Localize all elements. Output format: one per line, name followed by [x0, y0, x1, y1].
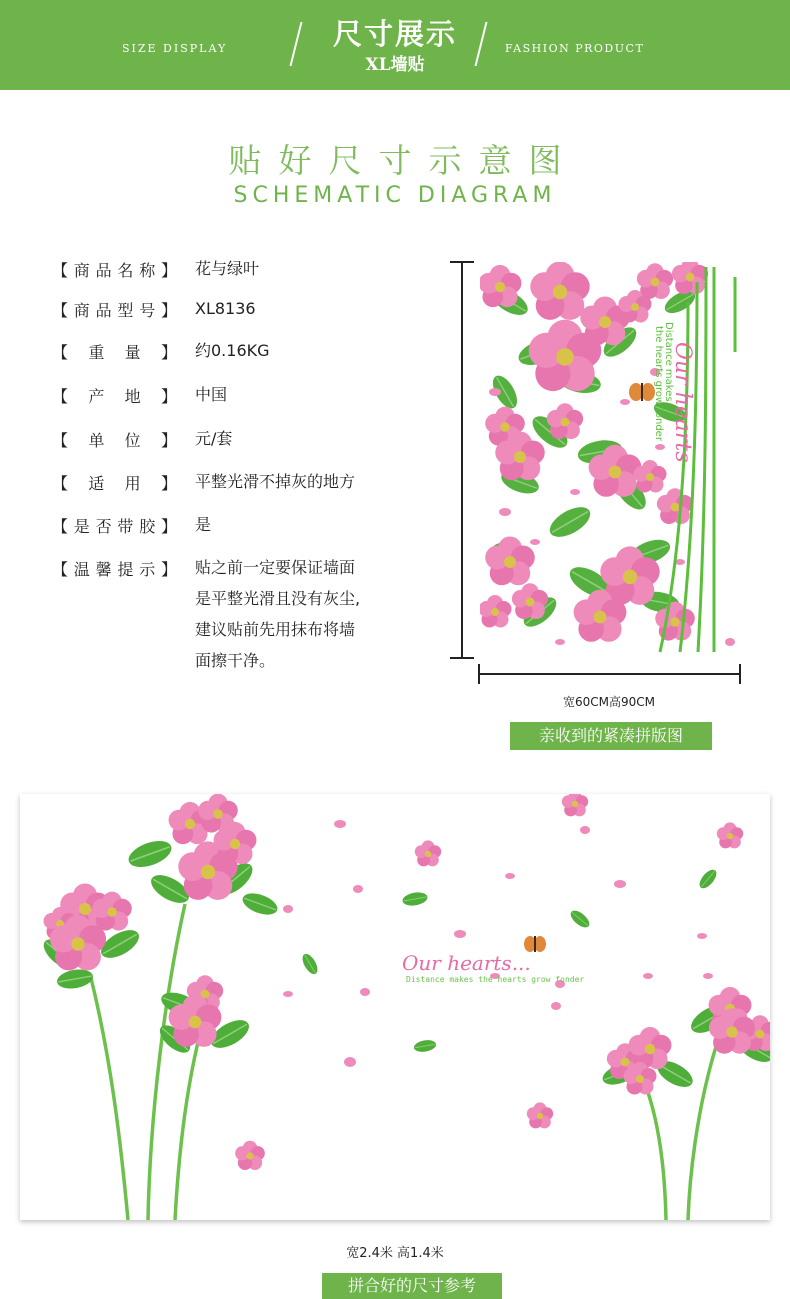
sheet-badge: 亲收到的紧凑拼版图	[510, 722, 712, 750]
assembled-scene	[20, 794, 770, 1220]
spec-label-char: 【	[52, 474, 69, 493]
spec-value: 平整光滑不掉灰的地方	[195, 472, 356, 491]
sheet-text-2: the hearts grow fonder	[653, 326, 664, 441]
spec-label-char: 号	[139, 301, 156, 320]
spec-label	[52, 258, 177, 281]
header-right-text: FASHION PRODUCT	[505, 42, 645, 55]
spec-label-char: 地	[124, 387, 141, 406]
header-subtitle: XL墙贴	[365, 55, 425, 75]
ruler-tick	[739, 664, 741, 684]
spec-label-char: 单	[88, 431, 105, 450]
spec-label-char: 带	[117, 517, 134, 536]
ruler-tick	[478, 664, 480, 684]
spec-label-char: 【	[52, 261, 69, 280]
spec-label-char: 】	[160, 474, 177, 493]
spec-label-char: 称	[139, 261, 156, 280]
sheet-script: Our hearts	[670, 342, 695, 463]
scene-image	[20, 794, 770, 1220]
spec-label	[52, 428, 177, 451]
spec-value: 花与绿叶	[195, 259, 260, 278]
spec-value: 元/套	[195, 429, 233, 448]
header-left-text: SIZE DISPLAY	[122, 42, 228, 55]
spec-label-char: 商	[73, 261, 90, 280]
sheet-size-label: 宽60CM高90CM	[562, 695, 655, 709]
section-subtitle: SCHEMATIC DIAGRAM	[233, 183, 557, 208]
spec-label-char: 位	[124, 431, 141, 450]
header-title: 尺寸展示	[332, 17, 457, 51]
spec-label-char: 】	[160, 343, 177, 362]
spec-label-char: 商	[73, 301, 90, 320]
spec-label-char: 重	[88, 343, 105, 362]
header-banner	[0, 0, 790, 90]
spec-label-char: 名	[117, 261, 134, 280]
spec-label-char: 品	[95, 261, 112, 280]
spec-value: 是平整光滑且没有灰尘,	[195, 589, 361, 608]
spec-label-char: 品	[95, 301, 112, 320]
spec-label-char: 用	[124, 474, 141, 493]
spec-label	[52, 471, 177, 494]
spec-label	[52, 340, 177, 363]
spec-label-char: 】	[160, 387, 177, 406]
spec-label-char: 【	[52, 301, 69, 320]
spec-label	[52, 514, 177, 537]
spec-label-char: 型	[117, 301, 134, 320]
spec-label-char: 量	[124, 343, 141, 362]
spec-label-char: 【	[52, 560, 69, 579]
spec-label-char: 是	[73, 517, 90, 536]
spec-value: 面擦干净。	[195, 651, 276, 670]
width-ruler	[478, 673, 740, 675]
spec-label-char: 】	[160, 560, 177, 579]
product-sheet-image	[480, 262, 742, 658]
spec-label-char: 否	[95, 517, 112, 536]
spec-label	[52, 384, 177, 407]
scene-badge: 拼合好的尺寸参考	[322, 1273, 502, 1299]
spec-label-char: 提	[117, 560, 134, 579]
spec-label-char: 】	[160, 431, 177, 450]
spec-label	[52, 298, 177, 321]
spec-label-char: 】	[160, 517, 177, 536]
spec-label-char: 馨	[95, 560, 112, 579]
ruler-tick	[450, 657, 474, 659]
spec-label-char: 【	[52, 517, 69, 536]
spec-label-char: 【	[52, 387, 69, 406]
ruler-tick	[450, 261, 474, 263]
spec-label-char: 胶	[139, 517, 156, 536]
spec-label-char: 】	[160, 261, 177, 280]
spec-label-char: 示	[139, 560, 156, 579]
butterfly-icon	[524, 936, 546, 952]
butterfly-icon	[629, 383, 655, 401]
spec-label-char: 】	[160, 301, 177, 320]
spec-label-char: 【	[52, 431, 69, 450]
spec-label-char: 产	[88, 387, 105, 406]
spec-value: 中国	[195, 385, 228, 404]
spec-value: 贴之前一定要保证墙面	[195, 558, 356, 577]
spec-value: 是	[195, 515, 212, 534]
spec-value: XL8136	[195, 299, 256, 318]
scene-script: Our hearts...	[402, 951, 531, 975]
scene-size-label: 宽2.4米 高1.4米	[346, 1246, 444, 1261]
spec-value: 约0.16KG	[195, 341, 270, 360]
section-title: 贴好尺寸示意图	[228, 141, 579, 180]
height-ruler	[461, 262, 463, 658]
spec-label-char: 【	[52, 343, 69, 362]
scene-subtitle: Distance makes the hearts grow fonder	[406, 975, 585, 984]
sheet-text-1: Distance makes	[663, 322, 674, 402]
spec-value: 建议贴前先用抹布将墙	[195, 620, 356, 639]
spec-label-char: 适	[88, 474, 105, 493]
spec-label-char: 温	[73, 560, 90, 579]
spec-label	[52, 557, 177, 580]
